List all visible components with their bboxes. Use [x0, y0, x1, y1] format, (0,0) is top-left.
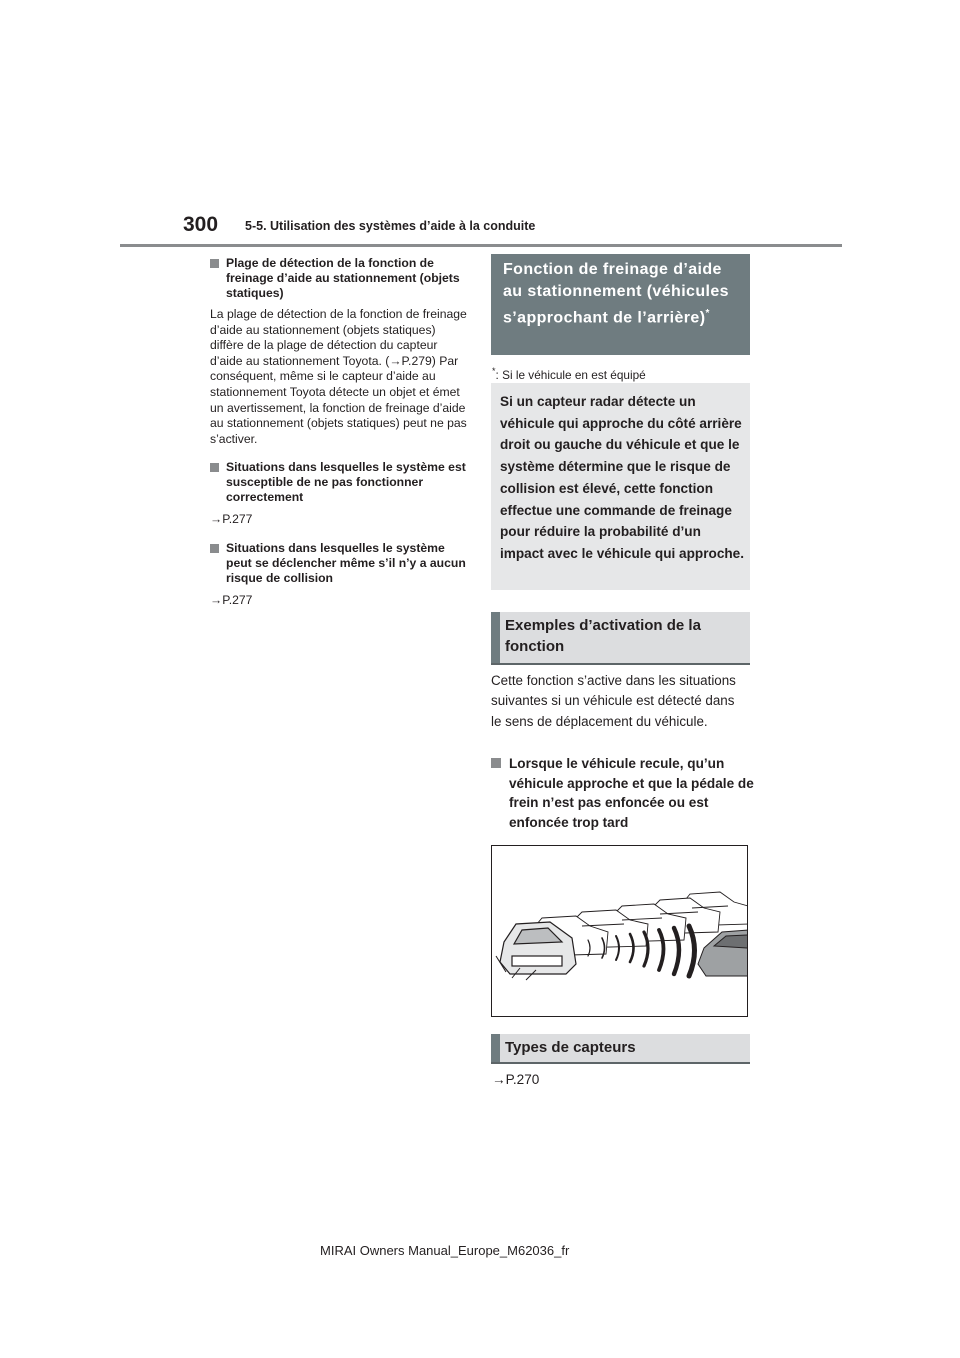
detection-range-text: La plage de détection de la fonction de freinage d’aide au stationnement (objets statiques) diffère de la plage de détection du capteur d’aide au stationnement Toyota. (→P.279) Par conséquent, même si le capteur d’aide au stationnement Toyota détecte un objet et émet un avertissement, la fonction de freinage d’aide au stationnement (objets statiques) peut ne pas s’activer.: [210, 307, 467, 446]
examples-intro: Cette fonction s’active dans les situations suivantes si un véhicule est détecté dans le sens de déplacement du véhicule.: [491, 673, 736, 729]
parking-lot-radar-illustration: [491, 845, 748, 1017]
page-reference-link[interactable]: →P.277: [210, 593, 253, 608]
square-bullet-icon: [210, 259, 219, 268]
footnote-marker: *: [705, 308, 710, 319]
page-reference-link[interactable]: →P.277: [210, 512, 253, 527]
subheading-reversing-case: Lorsque le véhicule recule, qu’un véhicule approche et que la pédale de frein n’est pas enfoncée ou est enfoncée trop tard: [491, 754, 767, 832]
subheading-detection-range: Plage de détection de la fonction de freinage d’aide au stationnement (objets statiques): [210, 256, 468, 301]
footnote: *: Si le véhicule en est équipé: [492, 366, 646, 382]
approaching-vehicle-icon: [698, 930, 748, 976]
subheading-may-not-work: Situations dans lesquelles le système est susceptible de ne pas fonctionner correctement: [210, 460, 468, 505]
page-number: 300: [183, 213, 219, 236]
sensor-types-title: Types de capteurs: [505, 1039, 636, 1056]
summary-box: [491, 383, 750, 590]
square-bullet-icon: [210, 544, 219, 553]
subheading-false-trigger: Situations dans lesquelles le système peut se déclencher même s’il n’y a aucun risque de collision: [210, 541, 468, 586]
left-column: [210, 256, 468, 622]
main-section-banner: [491, 254, 750, 355]
square-bullet-icon: [210, 463, 219, 472]
header-rule: [120, 244, 842, 247]
section-title: 5-5. Utilisation des systèmes d’aide à la conduite: [245, 219, 536, 233]
page-reference-link[interactable]: →P.270: [492, 1072, 540, 1087]
examples-section-title: Exemples d’activation de la fonction: [505, 617, 701, 655]
main-section-title: Fonction de freinage d’aide au stationnement (véhicules s’approchant de l’arrière): [503, 261, 729, 327]
summary-text: Si un capteur radar détecte un véhicule qui approche du côté arrière droit ou gauche du véhicule et que le système détermine que le risque de collision est élevé, cette fonction effectue une commande de freinage pour réduire la probabilité d’un impact avec le véhicule qui approche.: [500, 394, 745, 561]
sensor-types-banner: [491, 1034, 750, 1064]
footer-manual-id: MIRAI Owners Manual_Europe_M62036_fr: [320, 1243, 570, 1258]
square-bullet-icon: [491, 758, 501, 768]
examples-section-banner: [491, 612, 750, 665]
